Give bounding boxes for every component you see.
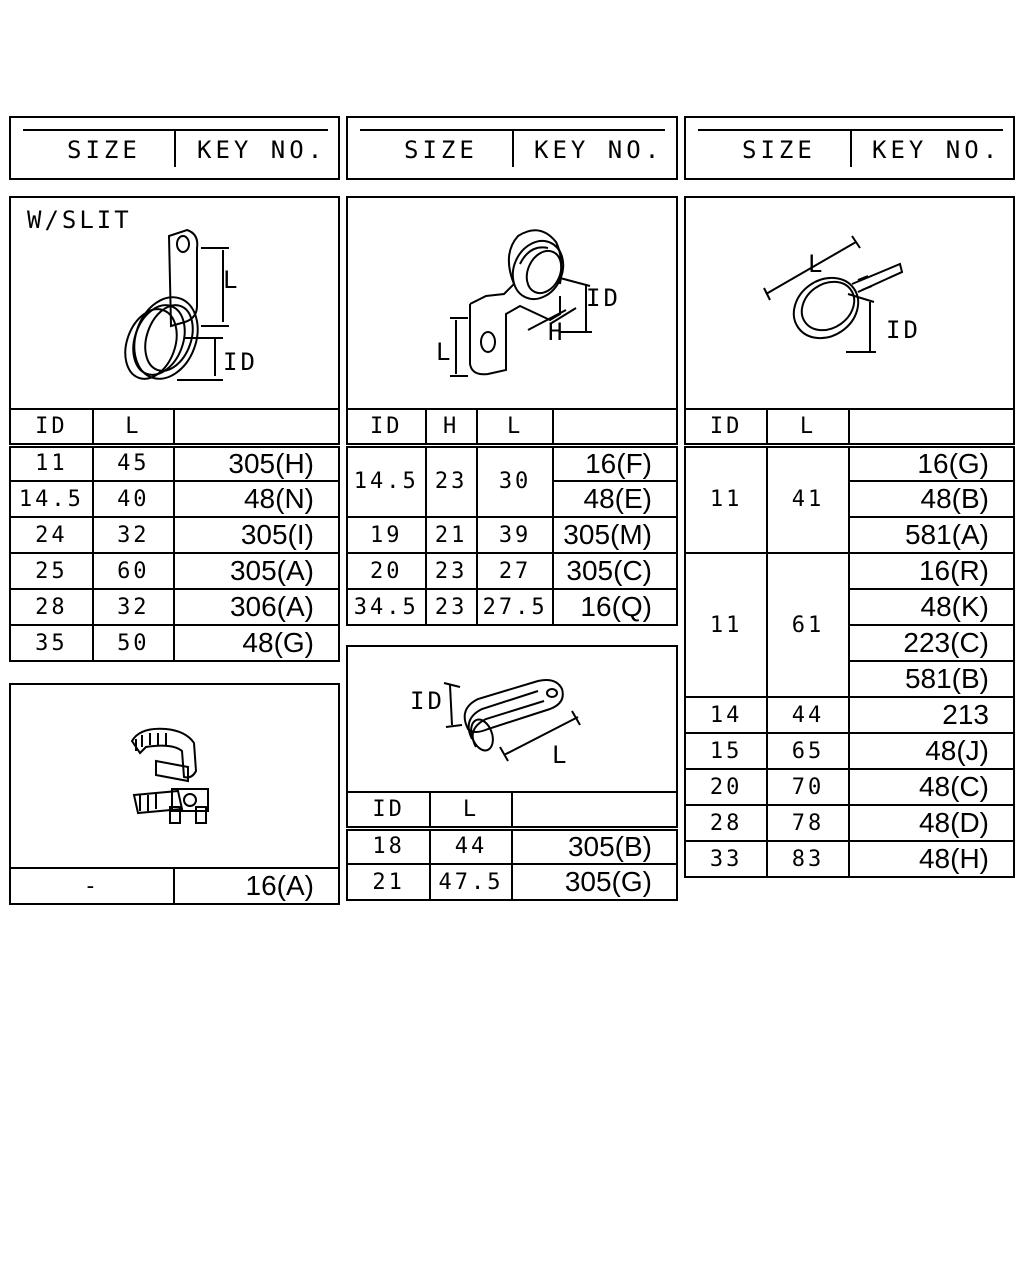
panel-2b-figure — [346, 645, 678, 793]
cell-id: 33 — [685, 841, 767, 877]
cell-id: 34.5 — [347, 589, 426, 625]
header-divider — [850, 131, 852, 167]
cell-key: 305(H) — [174, 445, 339, 481]
dim-l-label: L — [552, 741, 570, 769]
table-row — [685, 733, 1014, 769]
cell-l: 40 — [93, 481, 174, 517]
col-key — [849, 409, 1014, 445]
table-row — [10, 589, 339, 625]
table-row — [685, 805, 1014, 841]
cell-id: 28 — [10, 589, 93, 625]
panel-1b-figure — [9, 683, 340, 869]
cell-l: 61 — [767, 553, 848, 697]
cell-id: 14 — [685, 697, 767, 733]
cell-id: 35 — [10, 625, 93, 661]
cell-key: 48(N) — [174, 481, 339, 517]
cell-key: 305(M) — [553, 517, 677, 553]
table-row — [347, 828, 677, 864]
col-l: L — [767, 409, 848, 445]
cell-key: 305(G) — [512, 864, 677, 900]
cell-key: 305(A) — [174, 553, 339, 589]
cell-l: 78 — [767, 805, 848, 841]
cell-key: 16(Q) — [553, 589, 677, 625]
table-row — [685, 553, 1014, 589]
cell-l: 44 — [767, 697, 848, 733]
double-clip-drawing — [438, 669, 608, 769]
cell-l: 70 — [767, 769, 848, 805]
table-row — [347, 553, 677, 589]
dim-l-label: L — [808, 250, 826, 278]
col-id: ID — [10, 409, 93, 445]
table-row — [10, 517, 339, 553]
cell-key: 305(C) — [553, 553, 677, 589]
cell-key: 48(E) — [553, 481, 677, 517]
table-row — [685, 445, 1014, 481]
table-header-row — [685, 409, 1014, 445]
header-divider — [512, 131, 514, 167]
size-header: SIZE — [67, 136, 141, 164]
panel-1-figure — [9, 196, 340, 410]
cell-key: 16(F) — [553, 445, 677, 481]
ring-band-drawing — [762, 234, 922, 364]
table-row — [347, 517, 677, 553]
cell-id: 28 — [685, 805, 767, 841]
col-l: L — [477, 409, 554, 445]
cell-key: 581(B) — [849, 661, 1014, 697]
cell-key: 48(H) — [849, 841, 1014, 877]
col-l: L — [430, 792, 512, 828]
panel-3-figure — [684, 196, 1015, 410]
key-no-header: KEY NO. — [872, 136, 1002, 164]
table-row — [10, 625, 339, 661]
dim-id-label: ID — [886, 316, 921, 344]
cell-h: 21 — [426, 517, 477, 553]
col-l: L — [93, 409, 174, 445]
table-row — [685, 697, 1014, 733]
table-header-row — [347, 792, 677, 828]
cell-h: 23 — [426, 553, 477, 589]
cell-key: 16(R) — [849, 553, 1014, 589]
cell-l: 83 — [767, 841, 848, 877]
dim-id-label: ID — [223, 348, 258, 376]
cell-key: 48(B) — [849, 481, 1014, 517]
cell-id: 11 — [10, 445, 93, 481]
cell-id: 25 — [10, 553, 93, 589]
header-divider — [174, 131, 176, 167]
cell-l: 47.5 — [430, 864, 512, 900]
cell-key: 213 — [849, 697, 1014, 733]
dim-id-label: ID — [586, 284, 621, 312]
cell-id: 24 — [10, 517, 93, 553]
cell-l: 44 — [430, 828, 512, 864]
size-header: SIZE — [404, 136, 478, 164]
table-row — [347, 864, 677, 900]
cell-h: 23 — [426, 589, 477, 625]
plastic-clip-drawing — [126, 721, 226, 831]
cell-key: 48(C) — [849, 769, 1014, 805]
table-row — [685, 841, 1014, 877]
table-header-row — [10, 409, 339, 445]
cell-id: 14.5 — [10, 481, 93, 517]
cell-key: 48(K) — [849, 589, 1014, 625]
col-id: ID — [347, 792, 430, 828]
cell-id: 14.5 — [347, 445, 426, 517]
table-row — [10, 553, 339, 589]
header-box-1 — [9, 116, 340, 180]
col-h: H — [426, 409, 477, 445]
cell-key: 16(A) — [174, 868, 339, 904]
header-box-2 — [346, 116, 678, 180]
cell-key: 48(D) — [849, 805, 1014, 841]
slit-clamp-drawing — [111, 226, 291, 396]
col-key — [512, 792, 677, 828]
panel-2-table — [346, 408, 678, 626]
size-header: SIZE — [742, 136, 816, 164]
cell-h: 23 — [426, 445, 477, 517]
cell-l: 50 — [93, 625, 174, 661]
panel-1b-table — [9, 867, 340, 905]
panel-3-table — [684, 408, 1015, 878]
cell-key: 48(J) — [849, 733, 1014, 769]
cell-id: 21 — [347, 864, 430, 900]
cell-id: 20 — [685, 769, 767, 805]
table-row — [685, 769, 1014, 805]
cell-size: - — [10, 868, 174, 904]
cell-l: 60 — [93, 553, 174, 589]
col-key — [174, 409, 339, 445]
cell-l: 41 — [767, 445, 848, 553]
col-id: ID — [685, 409, 767, 445]
panel-1-table — [9, 408, 340, 662]
key-no-header: KEY NO. — [534, 136, 664, 164]
cell-id: 19 — [347, 517, 426, 553]
cell-l: 39 — [477, 517, 554, 553]
panel-2b-table — [346, 791, 678, 901]
cell-l: 32 — [93, 517, 174, 553]
col-key — [553, 409, 677, 445]
cell-l: 30 — [477, 445, 554, 517]
dim-l-label: L — [436, 338, 454, 366]
cell-l: 32 — [93, 589, 174, 625]
table-row — [10, 445, 339, 481]
cell-id: 11 — [685, 553, 767, 697]
cell-l: 27.5 — [477, 589, 554, 625]
cell-key: 305(B) — [512, 828, 677, 864]
table-row — [10, 481, 339, 517]
table-row — [347, 589, 677, 625]
cell-key: 305(I) — [174, 517, 339, 553]
cell-key: 16(G) — [849, 445, 1014, 481]
cell-id: 15 — [685, 733, 767, 769]
cell-id: 11 — [685, 445, 767, 553]
slit-label: W/SLIT — [27, 206, 132, 234]
dim-l-label: L — [223, 266, 241, 294]
cell-l: 45 — [93, 445, 174, 481]
header-box-3 — [684, 116, 1015, 180]
table-row — [10, 868, 339, 904]
dim-h-label: H — [548, 318, 566, 346]
cell-id: 20 — [347, 553, 426, 589]
table-row — [347, 445, 677, 481]
cell-key: 581(A) — [849, 517, 1014, 553]
cell-key: 223(C) — [849, 625, 1014, 661]
table-header-row — [347, 409, 677, 445]
col-id: ID — [347, 409, 426, 445]
cell-key: 306(A) — [174, 589, 339, 625]
panel-2-figure — [346, 196, 678, 410]
cell-l: 27 — [477, 553, 554, 589]
cell-id: 18 — [347, 828, 430, 864]
dim-id-label: ID — [410, 687, 445, 715]
cell-l: 65 — [767, 733, 848, 769]
cell-key: 48(G) — [174, 625, 339, 661]
key-no-header: KEY NO. — [197, 136, 327, 164]
